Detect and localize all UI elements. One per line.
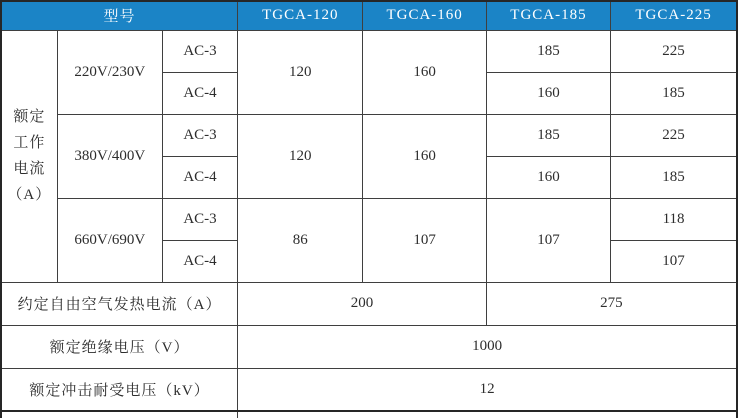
category-ac3: AC-3	[162, 30, 237, 72]
category-ac4: AC-4	[162, 240, 237, 282]
rated-current-label-line: 额定	[13, 109, 46, 125]
cell-220-tgca185-ac3: 185	[486, 30, 610, 72]
category-ac4: AC-4	[162, 156, 237, 198]
cell-660-tgca185: 107	[486, 198, 610, 282]
rated-current-label-line: （A）	[7, 187, 52, 203]
model-header-label: 型号	[1, 1, 238, 30]
cell-660-tgca120: 86	[238, 198, 363, 282]
cell-660-tgca225-ac3: 118	[611, 198, 737, 240]
model-header-tgca-160: TGCA-160	[363, 1, 486, 30]
rated-current-label-line: 电流	[13, 161, 46, 177]
cell-380-tgca185-ac3: 185	[486, 114, 610, 156]
model-header-tgca-185: TGCA-185	[486, 1, 610, 30]
table-row	[1, 30, 737, 72]
impulse-voltage-label: 额定冲击耐受电压（kV）	[1, 368, 238, 411]
header-row	[1, 1, 737, 30]
cell-660-tgca225-ac4: 107	[611, 240, 737, 282]
model-header-tgca-120: TGCA-120	[238, 1, 363, 30]
table-row	[1, 325, 737, 368]
cell-220-tgca120: 120	[238, 30, 363, 114]
model-header-tgca-225: TGCA-225	[611, 1, 737, 30]
table-row	[1, 198, 737, 240]
cell-380-tgca225-ac4: 185	[611, 156, 737, 198]
category-ac4: AC-4	[162, 72, 237, 114]
table-row	[1, 114, 737, 156]
cell-220-tgca225-ac3: 225	[611, 30, 737, 72]
rated-current-label-line: 工作	[13, 135, 46, 151]
insulation-voltage-label: 额定绝缘电压（V）	[1, 325, 238, 368]
cell-380-tgca160: 160	[363, 114, 486, 198]
impulse-voltage-value: 12	[238, 368, 737, 411]
table-row	[1, 368, 737, 411]
partial-cell	[1, 411, 238, 418]
rated-current-label	[1, 30, 57, 282]
thermal-current-label: 约定自由空气发热电流（A）	[1, 282, 238, 325]
cell-220-tgca185-ac4: 160	[486, 72, 610, 114]
insulation-voltage-value: 1000	[238, 325, 737, 368]
cell-220-tgca225-ac4: 185	[611, 72, 737, 114]
voltage-220-230: 220V/230V	[57, 30, 162, 114]
category-ac3: AC-3	[162, 114, 237, 156]
cell-660-tgca160: 107	[363, 198, 486, 282]
cell-380-tgca120: 120	[238, 114, 363, 198]
voltage-660-690: 660V/690V	[57, 198, 162, 282]
thermal-current-185-225: 275	[486, 282, 737, 325]
partial-row	[1, 411, 737, 418]
table-row	[1, 282, 737, 325]
thermal-current-120-160: 200	[238, 282, 487, 325]
partial-cell	[238, 411, 737, 418]
category-ac3: AC-3	[162, 198, 237, 240]
cell-380-tgca225-ac3: 225	[611, 114, 737, 156]
voltage-380-400: 380V/400V	[57, 114, 162, 198]
cell-220-tgca160: 160	[363, 30, 486, 114]
cell-380-tgca185-ac4: 160	[486, 156, 610, 198]
